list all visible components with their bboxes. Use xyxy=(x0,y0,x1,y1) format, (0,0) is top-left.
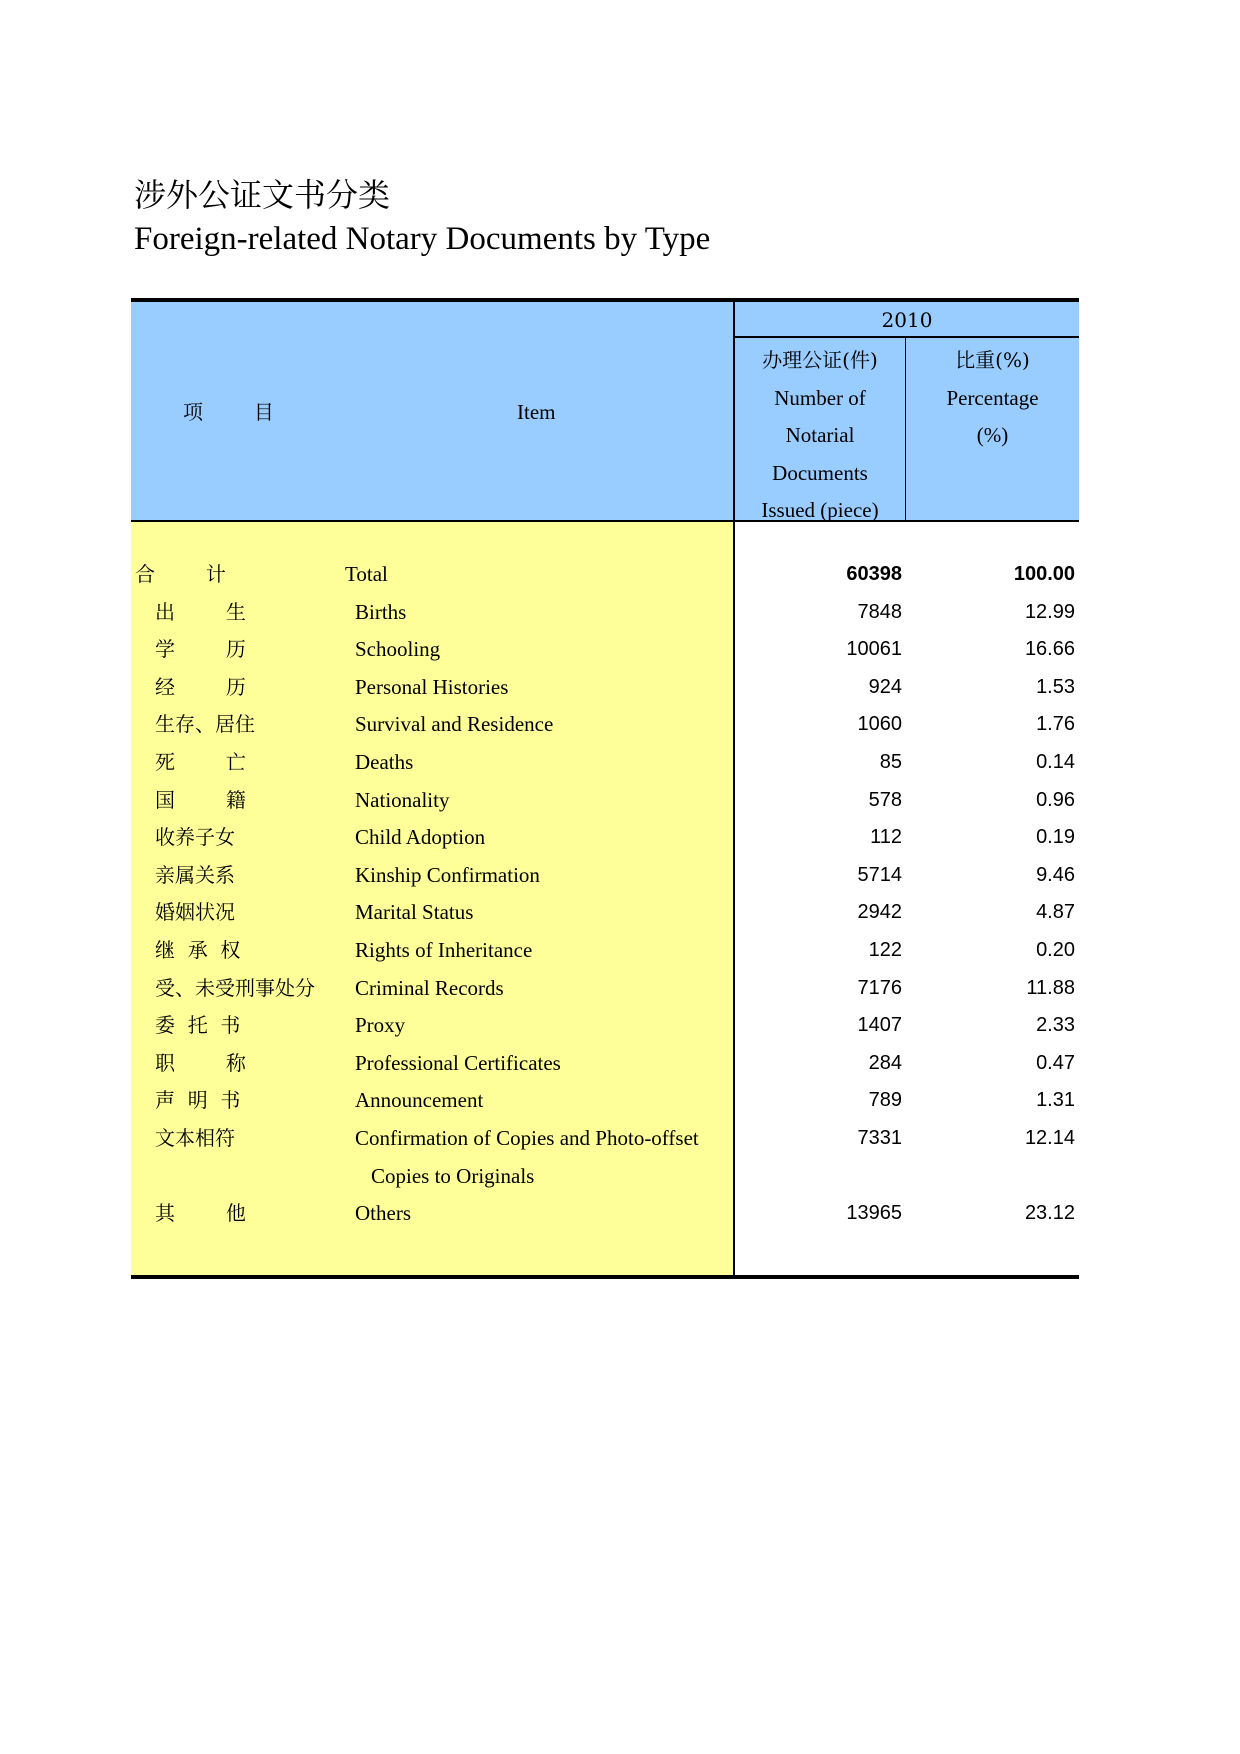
row-label-chinese: 其 他 xyxy=(155,1201,246,1226)
title-chinese: 涉外公证文书分类 xyxy=(134,176,391,214)
header-percentage-column xyxy=(906,342,1079,455)
table-row xyxy=(131,1007,1079,1045)
row-percentage: 16.66 xyxy=(1024,638,1075,661)
row-label-chinese: 学 历 xyxy=(155,637,246,662)
row-count: 13965 xyxy=(846,1202,902,1225)
table-row-continuation xyxy=(131,1158,1079,1196)
row-label-english: Deaths xyxy=(355,749,414,774)
row-label-english: Births xyxy=(355,599,407,624)
row-count: 2942 xyxy=(857,901,902,924)
table-row xyxy=(131,970,1079,1008)
table-row xyxy=(131,1045,1079,1083)
header-item-chinese: 项 目 xyxy=(183,400,274,424)
row-count: 85 xyxy=(879,750,902,773)
row-label-chinese: 国 籍 xyxy=(155,787,246,812)
row-count: 7848 xyxy=(857,600,902,623)
title-english: Foreign-related Notary Documents by Type xyxy=(134,221,711,257)
row-label-english: Professional Certificates xyxy=(355,1050,561,1075)
header-count-line: Documents xyxy=(772,460,868,485)
row-percentage: 0.96 xyxy=(1036,788,1075,811)
table-bottom-rule xyxy=(131,1275,1079,1279)
row-percentage: 1.76 xyxy=(1036,713,1075,736)
row-label-chinese: 亲属关系 xyxy=(155,862,235,887)
table-row xyxy=(131,706,1079,744)
row-percentage: 9.46 xyxy=(1036,863,1075,886)
row-label-english: Child Adoption xyxy=(355,825,486,850)
row-label-english: Kinship Confirmation xyxy=(355,862,540,887)
table-row xyxy=(131,594,1079,632)
row-count: 60398 xyxy=(846,563,902,585)
header-percentage-line: Percentage xyxy=(946,385,1039,410)
row-label-chinese: 婚姻状况 xyxy=(155,900,235,925)
row-label-english: Proxy xyxy=(355,1013,406,1038)
row-percentage: 11.88 xyxy=(1026,976,1075,999)
row-percentage: 0.19 xyxy=(1036,826,1075,849)
row-count: 5714 xyxy=(857,863,902,886)
table-row xyxy=(131,1082,1079,1120)
row-label-english: Nationality xyxy=(355,787,450,812)
row-count: 122 xyxy=(868,938,902,961)
table-row-total xyxy=(131,556,1079,594)
row-label-english: Confirmation of Copies and Photo-offset xyxy=(355,1125,699,1150)
row-percentage: 0.14 xyxy=(1036,750,1075,773)
row-count: 7176 xyxy=(857,976,902,999)
row-label-english: Schooling xyxy=(355,637,441,662)
row-label-chinese: 声 明 书 xyxy=(155,1088,241,1113)
table-row xyxy=(131,631,1079,669)
row-percentage: 12.14 xyxy=(1024,1126,1075,1149)
header-count-line: Number of xyxy=(774,385,866,410)
row-count: 10061 xyxy=(846,638,902,661)
header-year: 2010 xyxy=(735,302,1079,338)
row-label-chinese: 职 称 xyxy=(155,1050,246,1075)
row-label-english: Total xyxy=(345,562,388,586)
table-row xyxy=(131,669,1079,707)
row-count: 7331 xyxy=(857,1126,902,1149)
row-label-chinese: 生存、居住 xyxy=(155,712,255,737)
row-label-chinese: 继 承 权 xyxy=(155,937,241,962)
table-row xyxy=(131,744,1079,782)
row-percentage: 23.12 xyxy=(1024,1202,1075,1225)
row-count: 578 xyxy=(868,788,902,811)
row-label-chinese: 合 计 xyxy=(135,562,226,586)
row-label-chinese: 文本相符 xyxy=(155,1125,235,1150)
row-label-english: Copies to Originals xyxy=(371,1163,535,1188)
row-count: 789 xyxy=(868,1089,902,1112)
row-count: 284 xyxy=(868,1051,902,1074)
row-label-chinese: 收养子女 xyxy=(155,825,235,850)
row-percentage: 4.87 xyxy=(1036,901,1075,924)
row-percentage: 0.47 xyxy=(1036,1051,1075,1074)
table-row xyxy=(131,932,1079,970)
row-label-chinese: 出 生 xyxy=(155,599,246,624)
table-row xyxy=(131,894,1079,932)
row-count: 924 xyxy=(868,675,902,698)
row-label-chinese: 委 托 书 xyxy=(155,1013,241,1038)
header-count-line: Notarial xyxy=(785,423,855,448)
row-percentage: 2.33 xyxy=(1036,1014,1075,1037)
row-count: 112 xyxy=(870,826,902,849)
header-count-column xyxy=(735,342,905,530)
header-count-line: Issued (piece) xyxy=(761,498,879,523)
row-percentage: 12.99 xyxy=(1024,600,1075,623)
row-label-chinese: 经 历 xyxy=(155,674,246,699)
row-label-english: Others xyxy=(355,1201,411,1226)
data-table xyxy=(131,298,1079,1279)
table-row xyxy=(131,857,1079,895)
row-label-chinese: 死 亡 xyxy=(155,749,246,774)
header-percentage-chinese: 比重(%) xyxy=(955,348,1030,372)
table-header xyxy=(131,302,1079,522)
row-label-english: Announcement xyxy=(355,1088,484,1113)
row-label-english: Survival and Residence xyxy=(355,712,554,737)
row-label-english: Marital Status xyxy=(355,900,474,925)
row-label-chinese: 受、未受刑事处分 xyxy=(155,975,315,1000)
row-percentage: 0.20 xyxy=(1036,938,1075,961)
table-row xyxy=(131,1120,1079,1158)
row-percentage: 1.31 xyxy=(1036,1089,1075,1112)
row-count: 1060 xyxy=(857,713,902,736)
table-body xyxy=(131,556,1079,1233)
table-row xyxy=(131,782,1079,820)
row-label-english: Criminal Records xyxy=(355,975,504,1000)
row-count: 1407 xyxy=(857,1014,902,1037)
row-percentage: 100.00 xyxy=(1013,563,1075,585)
header-percentage-line: (%) xyxy=(976,423,1009,448)
table-row xyxy=(131,819,1079,857)
row-label-english: Personal Histories xyxy=(355,674,509,699)
table-row xyxy=(131,1195,1079,1233)
header-item-english: Item xyxy=(517,400,556,424)
row-percentage: 1.53 xyxy=(1036,675,1075,698)
header-count-chinese: 办理公证(件) xyxy=(762,348,878,372)
row-label-english: Rights of Inheritance xyxy=(355,937,533,962)
